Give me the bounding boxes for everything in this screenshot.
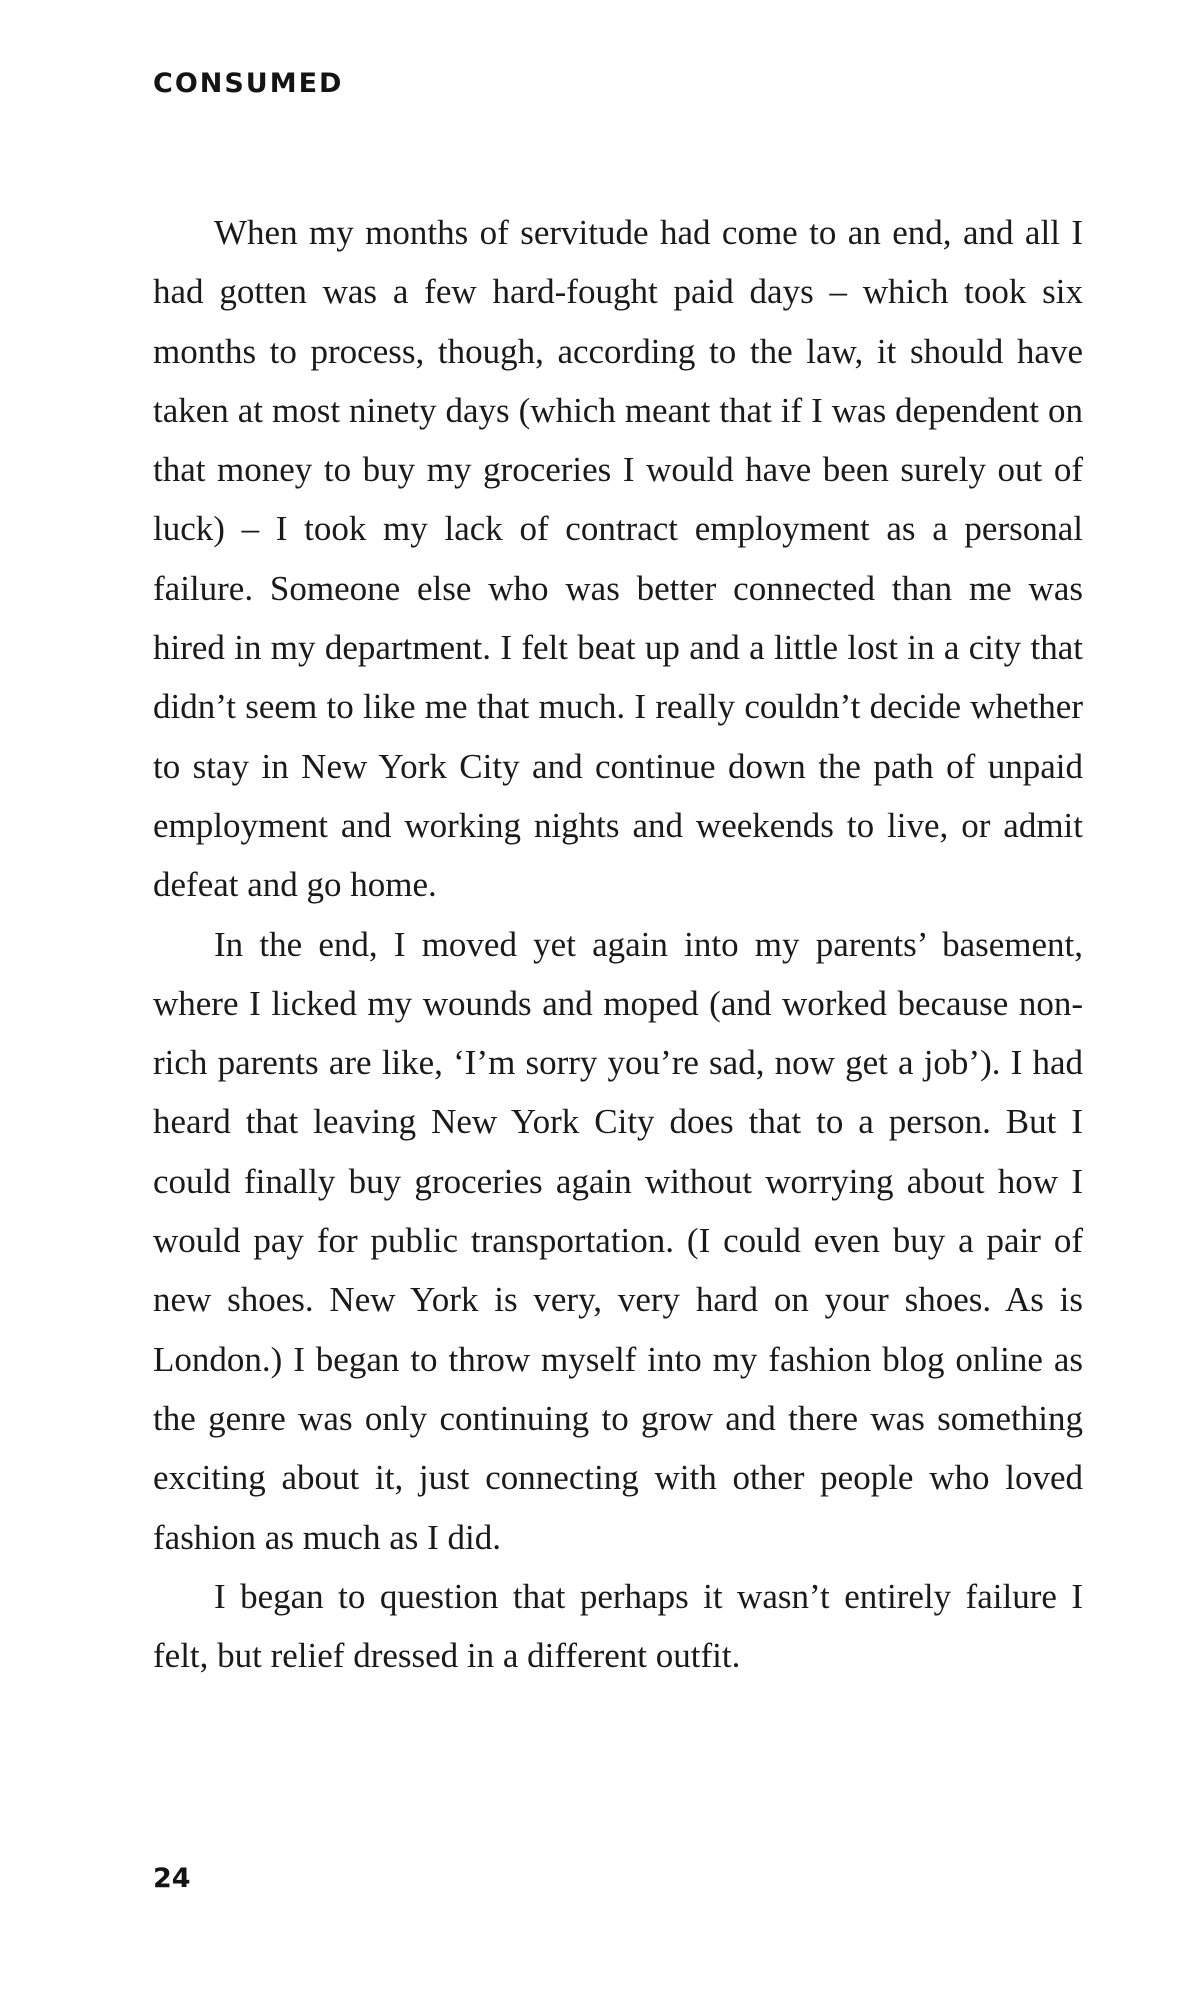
paragraph: In the end, I moved yet again into my parents’ basement, where I licked my wounds and moped (and worked because non-rich parents are like, ‘I’m sorry you’re sad, now get a job’). I had heard that leaving New York City does that to a person. But I could finally buy groceries again without worrying about how I would pay for public transportation. (I could even buy a pair of new shoes. New York is very, very hard on your shoes. As is London.) I began to throw myself into my fashion blog online as the genre was only continuing to grow and there was something exciting about it, just connecting with other people who loved fashion as much as I did. (153, 924, 1083, 1557)
body-text (153, 203, 1083, 1685)
paragraph: When my months of servitude had come to an end, and all I had gotten was a few hard-fought paid days – which took six months to process, though, according to the law, it should have taken at most ninety days (which meant that if I was dependent on that money to buy my groceries I would have been surely out of luck) – I took my lack of contract employment as a personal failure. Someone else who was better connected than me was hired in my department. I felt beat up and a little lost in a city that didn’t seem to like me that much. I really couldn’t decide whether to stay in New York City and continue down the path of unpaid employment and working nights and weekends to live, or admit defeat and go home. (153, 213, 1083, 905)
paragraph: I began to question that perhaps it wasn’t entirely failure I felt, but relief dressed in a different outfit. (153, 1576, 1083, 1676)
page-number: 24 (153, 1863, 191, 1894)
running-head-title: CONSUMED (153, 68, 344, 99)
